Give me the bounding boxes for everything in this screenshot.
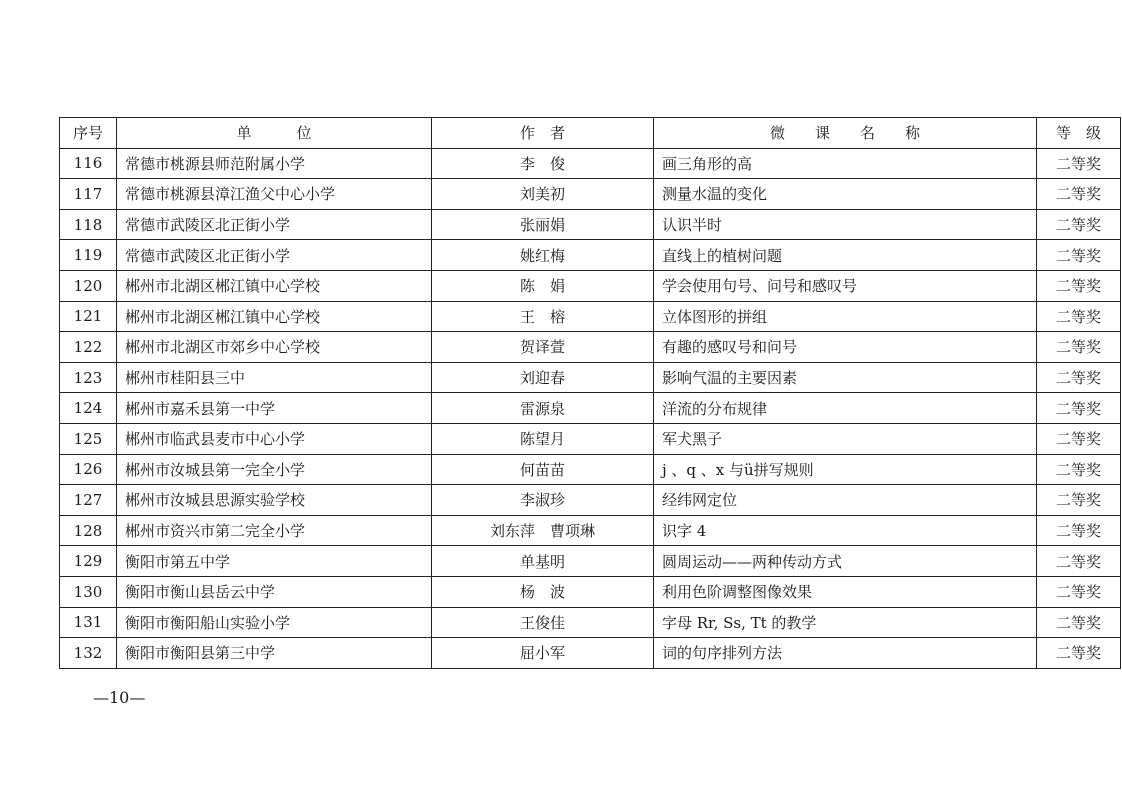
table-row [60, 576, 1121, 607]
cell-grade: 二等奖 [1037, 423, 1121, 454]
cell-course: 利用色阶调整图像效果 [654, 576, 1037, 607]
table-row [60, 607, 1121, 638]
cell-grade: 二等奖 [1037, 546, 1121, 577]
cell-unit: 郴州市北湖区市郊乡中心学校 [117, 332, 432, 363]
table-row [60, 209, 1121, 240]
cell-grade: 二等奖 [1037, 301, 1121, 332]
cell-author: 李淑珍 [432, 485, 654, 516]
cell-grade: 二等奖 [1037, 148, 1121, 179]
cell-course: 识字 4 [654, 515, 1037, 546]
table-row [60, 332, 1121, 363]
table-header-row [60, 118, 1121, 149]
cell-index: 117 [60, 179, 117, 210]
cell-course: 画三角形的高 [654, 148, 1037, 179]
cell-author: 雷源泉 [432, 393, 654, 424]
cell-author: 陈望月 [432, 423, 654, 454]
cell-unit: 衡阳市衡阳县第三中学 [117, 638, 432, 669]
table-row [60, 362, 1121, 393]
cell-grade: 二等奖 [1037, 454, 1121, 485]
cell-index: 130 [60, 576, 117, 607]
header-author: 作 者 [432, 118, 654, 149]
cell-index: 116 [60, 148, 117, 179]
table-row [60, 179, 1121, 210]
cell-author: 王 榕 [432, 301, 654, 332]
cell-course: 军犬黑子 [654, 423, 1037, 454]
table-body [60, 148, 1121, 668]
cell-author: 刘东萍 曹项琳 [432, 515, 654, 546]
cell-author: 姚红梅 [432, 240, 654, 271]
cell-course: 直线上的植树问题 [654, 240, 1037, 271]
cell-unit: 衡阳市衡山县岳云中学 [117, 576, 432, 607]
cell-unit: 郴州市临武县麦市中心小学 [117, 423, 432, 454]
table-row [60, 454, 1121, 485]
cell-index: 119 [60, 240, 117, 271]
cell-author: 李 俊 [432, 148, 654, 179]
cell-grade: 二等奖 [1037, 485, 1121, 516]
page-number: —10— [93, 688, 146, 707]
table-row [60, 546, 1121, 577]
table-row [60, 148, 1121, 179]
cell-index: 129 [60, 546, 117, 577]
cell-author: 杨 波 [432, 576, 654, 607]
cell-index: 131 [60, 607, 117, 638]
table-row [60, 515, 1121, 546]
cell-course: 字母 Rr, Ss, Tt 的教学 [654, 607, 1037, 638]
award-table-container [59, 117, 1101, 669]
cell-grade: 二等奖 [1037, 607, 1121, 638]
cell-unit: 郴州市嘉禾县第一中学 [117, 393, 432, 424]
cell-index: 118 [60, 209, 117, 240]
header-unit: 单 位 [117, 118, 432, 149]
cell-index: 121 [60, 301, 117, 332]
cell-unit: 常德市武陵区北正街小学 [117, 209, 432, 240]
cell-course: 学会使用句号、问号和感叹号 [654, 270, 1037, 301]
cell-author: 刘美初 [432, 179, 654, 210]
cell-author: 何苗苗 [432, 454, 654, 485]
cell-course: 认识半时 [654, 209, 1037, 240]
cell-unit: 郴州市桂阳县三中 [117, 362, 432, 393]
table-row [60, 240, 1121, 271]
cell-unit: 郴州市资兴市第二完全小学 [117, 515, 432, 546]
header-index: 序号 [60, 118, 117, 149]
cell-course: 圆周运动——两种传动方式 [654, 546, 1037, 577]
cell-grade: 二等奖 [1037, 362, 1121, 393]
cell-unit: 衡阳市第五中学 [117, 546, 432, 577]
cell-course: 有趣的感叹号和问号 [654, 332, 1037, 363]
cell-index: 125 [60, 423, 117, 454]
cell-course: 经纬网定位 [654, 485, 1037, 516]
cell-author: 贺译萱 [432, 332, 654, 363]
cell-course: j 、q 、x 与ü拼写规则 [654, 454, 1037, 485]
cell-unit: 常德市桃源县漳江渔父中心小学 [117, 179, 432, 210]
cell-unit: 常德市武陵区北正街小学 [117, 240, 432, 271]
table-row [60, 423, 1121, 454]
cell-grade: 二等奖 [1037, 393, 1121, 424]
cell-grade: 二等奖 [1037, 240, 1121, 271]
table-row [60, 638, 1121, 669]
cell-grade: 二等奖 [1037, 638, 1121, 669]
cell-author: 王俊佳 [432, 607, 654, 638]
cell-unit: 常德市桃源县师范附属小学 [117, 148, 432, 179]
cell-grade: 二等奖 [1037, 515, 1121, 546]
cell-course: 词的句序排列方法 [654, 638, 1037, 669]
cell-grade: 二等奖 [1037, 209, 1121, 240]
cell-course: 洋流的分布规律 [654, 393, 1037, 424]
cell-index: 126 [60, 454, 117, 485]
cell-index: 128 [60, 515, 117, 546]
cell-author: 单基明 [432, 546, 654, 577]
cell-grade: 二等奖 [1037, 332, 1121, 363]
table-row [60, 485, 1121, 516]
cell-grade: 二等奖 [1037, 270, 1121, 301]
cell-index: 120 [60, 270, 117, 301]
cell-index: 122 [60, 332, 117, 363]
cell-course: 测量水温的变化 [654, 179, 1037, 210]
header-course: 微 课 名 称 [654, 118, 1037, 149]
cell-unit: 郴州市汝城县第一完全小学 [117, 454, 432, 485]
cell-unit: 郴州市汝城县思源实验学校 [117, 485, 432, 516]
table-row [60, 301, 1121, 332]
cell-author: 张丽娟 [432, 209, 654, 240]
cell-index: 124 [60, 393, 117, 424]
cell-index: 123 [60, 362, 117, 393]
award-table [59, 117, 1121, 669]
cell-index: 132 [60, 638, 117, 669]
cell-grade: 二等奖 [1037, 179, 1121, 210]
cell-unit: 郴州市北湖区郴江镇中心学校 [117, 301, 432, 332]
cell-course: 影响气温的主要因素 [654, 362, 1037, 393]
table-row [60, 393, 1121, 424]
cell-grade: 二等奖 [1037, 576, 1121, 607]
cell-author: 屈小军 [432, 638, 654, 669]
cell-index: 127 [60, 485, 117, 516]
table-row [60, 270, 1121, 301]
cell-author: 刘迎春 [432, 362, 654, 393]
cell-unit: 衡阳市衡阳船山实验小学 [117, 607, 432, 638]
header-grade: 等 级 [1037, 118, 1121, 149]
cell-author: 陈 娟 [432, 270, 654, 301]
cell-unit: 郴州市北湖区郴江镇中心学校 [117, 270, 432, 301]
cell-course: 立体图形的拼组 [654, 301, 1037, 332]
